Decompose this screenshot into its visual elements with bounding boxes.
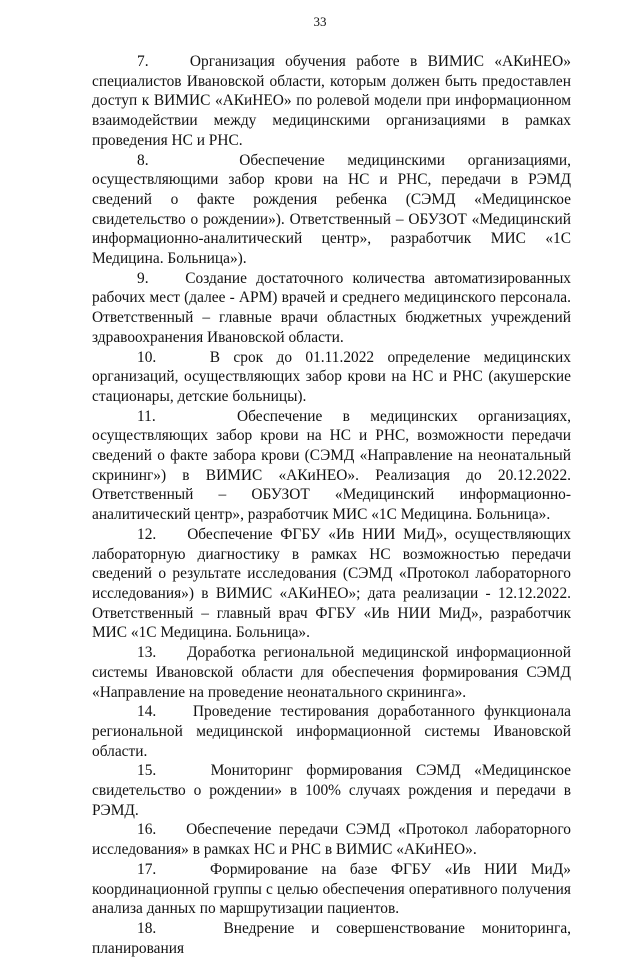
document-body	[92, 52, 571, 958]
list-item-18: 18. Внедрение и совершенствование мониторинга, планирования	[92, 919, 571, 957]
list-item-15: 15. Мониторинг формирования СЭМД «Медицинское свидетельство о рождении» в 100% случаях рождения и передачи в РЭМД.	[92, 762, 571, 819]
list-item-17: 17. Формирование на базе ФГБУ «Ив НИИ МиД» координационной группы с целью обеспечения оперативного получения анализа данных по маршрутизации пациентов.	[92, 860, 571, 918]
list-item-9: 9. Создание достаточного количества автоматизированных рабочих мест (далее - АРМ) врачей и среднего медицинского персонала. Ответственный – главные врачи областных бюджетных учреждений здравоохранения Ивановской области.	[92, 269, 571, 346]
list-item-12: 12. Обеспечение ФГБУ «Ив НИИ МиД», осуществляющих лабораторную диагностику в рамках НС возможностью передачи сведений о результате исследования (СЭМД «Протокол лабораторного исследования») в ВИМИС «АКиНЕО»; дата реализации - 12.12.2022. Ответственный – главный врач ФГБУ «Ив НИИ МиД», разработчик МИС «1С Медицина. Больница».	[92, 525, 571, 642]
list-item-10: 10. В срок до 01.11.2022 определение медицинских организаций, осуществляющих забор крови на НС и РНС (акушерские стационары, детские больницы).	[92, 348, 571, 405]
page-number: 33	[313, 14, 327, 29]
list-item-16: 16. Обеспечение передачи СЭМД «Протокол лабораторного исследования» в рамках НС и РНС в ВИМИС «АКиНЕО».	[92, 821, 571, 859]
list-item-11: 11. Обеспечение в медицинских организациях, осуществляющих забор крови на НС и РНС, возможности передачи сведений о факте забора крови (СЭМД «Направление на неонатальный скрининг») в ВИМИС «АКиНЕО». Реализация до 20.12.2022. Ответственный – ОБУЗОТ «Медицинский информационно-аналитический центр», разработчик МИС «1С Медицина. Больница».	[92, 407, 571, 524]
list-item-7: 7. Организация обучения работе в ВИМИС «АКиНЕО» специалистов Ивановской области, которым должен быть предоставлен доступ к ВИМИС «АКиНЕО» по ролевой модели при информационном взаимодействии между медицинскими организациями в рамках проведения НС и РНС.	[92, 53, 571, 149]
list-item-8: 8. Обеспечение медицинскими организациями, осуществляющими забор крови на НС и РНС, передачи в РЭМД сведений о факте рождения ребенка (СЭМД «Медицинское свидетельство о рождении»). Ответственный – ОБУЗОТ «Медицинский информационно-аналитический центр», разработчик МИС «1С Медицина. Больница»).	[92, 151, 571, 268]
list-item-13: 13. Доработка региональной медицинской информационной системы Ивановской области для обеспечения формирования СЭМД «Направление на проведение неонатального скрининга».	[92, 644, 571, 701]
list-item-14: 14. Проведение тестирования доработанного функционала региональной медицинской информационной системы Ивановской области.	[92, 703, 571, 760]
